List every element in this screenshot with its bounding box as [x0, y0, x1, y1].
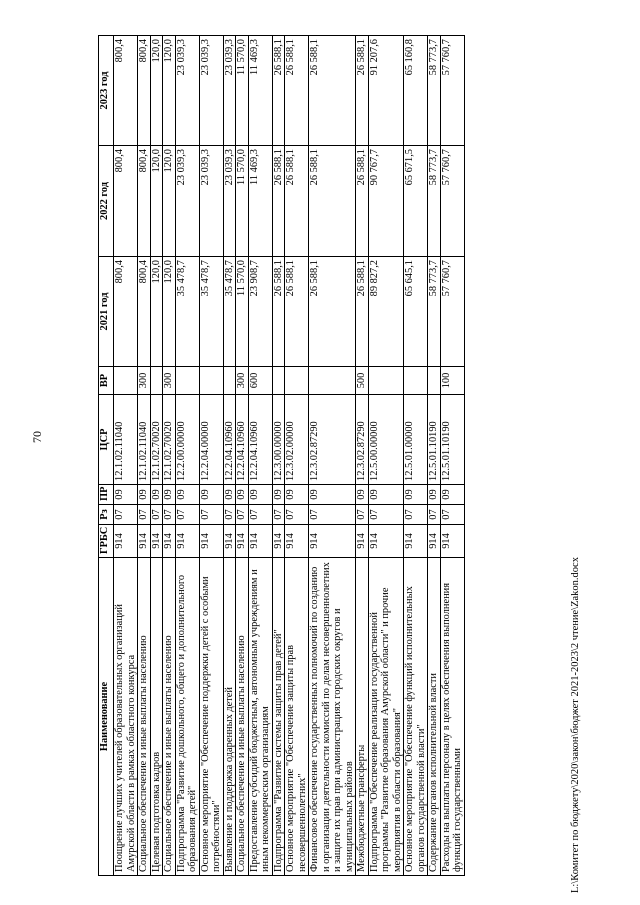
- header-grbs: ГРБС: [99, 525, 114, 558]
- row-csr: 12.2.04.00000: [199, 395, 223, 485]
- row-2022: 58 773,7: [428, 146, 441, 257]
- row-2022: 120,0: [150, 146, 163, 257]
- row-rz: 07: [175, 505, 199, 525]
- row-grbs: 914: [199, 525, 223, 558]
- row-name: Финансовое обеспечение государственных полномочий по созданию и организации деятельности комиссий по делам несовершеннолетних и защите их прав при администрациях городских округов и муниципальных районов: [309, 558, 356, 876]
- row-pr: 09: [175, 485, 199, 505]
- row-rz: 07: [428, 505, 441, 525]
- budget-table: [98, 35, 465, 876]
- row-pr: 09: [150, 485, 163, 505]
- row-pr: 09: [236, 485, 249, 505]
- row-2022: 26 588,1: [272, 146, 285, 257]
- header-2021: 2021 год: [99, 257, 114, 367]
- row-grbs: 914: [138, 525, 151, 558]
- row-csr: 12.5.01.10190: [440, 395, 464, 485]
- row-pr: 09: [248, 485, 272, 505]
- row-grbs: 914: [440, 525, 464, 558]
- table-row: [223, 36, 236, 876]
- row-2022: 800,4: [114, 146, 138, 257]
- row-2023: 120,0: [150, 36, 163, 146]
- row-2021: 26 588,1: [285, 257, 309, 367]
- row-2023: 91 207,6: [368, 36, 404, 146]
- row-rz: 07: [440, 505, 464, 525]
- row-pr: 09: [272, 485, 285, 505]
- row-name: Основное мероприятие "Обеспечение поддержки детей с особыми потребностями": [199, 558, 223, 876]
- row-vr: [114, 367, 138, 395]
- row-2023: 11 469,3: [248, 36, 272, 146]
- row-vr: 300: [138, 367, 151, 395]
- table-body: [114, 36, 465, 876]
- table-header-row: [99, 36, 114, 876]
- table-row: [440, 36, 464, 876]
- row-2023: 800,4: [114, 36, 138, 146]
- row-2021: 800,4: [114, 257, 138, 367]
- row-vr: [199, 367, 223, 395]
- row-2021: 35 478,7: [223, 257, 236, 367]
- row-csr: 12.1.02.11040: [138, 395, 151, 485]
- row-2021: 26 588,1: [356, 257, 369, 367]
- row-2023: 23 039,3: [175, 36, 199, 146]
- row-csr: 12.5.00.00000: [368, 395, 404, 485]
- row-2021: 58 773,7: [428, 257, 441, 367]
- row-csr: 12.2.04.10960: [248, 395, 272, 485]
- row-pr: 09: [440, 485, 464, 505]
- row-csr: 12.3.02.87290: [356, 395, 369, 485]
- row-pr: 09: [285, 485, 309, 505]
- row-2021: 89 827,2: [368, 257, 404, 367]
- row-rz: 07: [309, 505, 356, 525]
- row-csr: 12.2.04.10960: [236, 395, 249, 485]
- table-row: [114, 36, 138, 876]
- row-pr: 09: [368, 485, 404, 505]
- row-vr: 600: [248, 367, 272, 395]
- row-2021: 65 645,1: [404, 257, 428, 367]
- row-vr: 500: [356, 367, 369, 395]
- table-row: [309, 36, 356, 876]
- row-2021: 35 478,7: [199, 257, 223, 367]
- row-2023: 26 588,1: [356, 36, 369, 146]
- table-row: [428, 36, 441, 876]
- row-rz: 07: [163, 505, 176, 525]
- row-csr: 12.1.02.11040: [114, 395, 138, 485]
- row-csr: 12.1.02.70020: [163, 395, 176, 485]
- row-csr: 12.1.02.70020: [150, 395, 163, 485]
- row-vr: 300: [163, 367, 176, 395]
- row-csr: 12.3.00.00000: [272, 395, 285, 485]
- row-2023: 11 570,0: [236, 36, 249, 146]
- row-vr: [223, 367, 236, 395]
- row-vr: [309, 367, 356, 395]
- row-2022: 120,0: [163, 146, 176, 257]
- table-row: [356, 36, 369, 876]
- row-csr: 12.2.04.10960: [223, 395, 236, 485]
- row-rz: 07: [368, 505, 404, 525]
- header-2023: 2023 год: [99, 36, 114, 146]
- row-pr: 09: [199, 485, 223, 505]
- row-grbs: 914: [223, 525, 236, 558]
- table-row: [368, 36, 404, 876]
- row-name: Подпрограмма "Развитие системы защиты прав детей": [272, 558, 285, 876]
- row-2023: 57 760,7: [440, 36, 464, 146]
- row-2022: 800,4: [138, 146, 151, 257]
- header-vr: ВР: [99, 367, 114, 395]
- row-2022: 26 588,1: [285, 146, 309, 257]
- row-grbs: 914: [163, 525, 176, 558]
- row-rz: 07: [150, 505, 163, 525]
- row-name: Основное мероприятие "Обеспечение защиты прав несовершеннолетних": [285, 558, 309, 876]
- table-row: [175, 36, 199, 876]
- row-2022: 11 469,3: [248, 146, 272, 257]
- row-2021: 23 908,7: [248, 257, 272, 367]
- row-pr: 09: [138, 485, 151, 505]
- header-csr: ЦСР: [99, 395, 114, 485]
- row-csr: 12.5.01.00000: [404, 395, 428, 485]
- row-pr: 09: [309, 485, 356, 505]
- row-rz: 07: [404, 505, 428, 525]
- table-row: [150, 36, 163, 876]
- row-pr: 09: [163, 485, 176, 505]
- row-vr: [404, 367, 428, 395]
- footer-file-path: L:\Комитет по бюджету\2020\закон\бюджет 2021-2023\2 чтение\Zakon.docx: [570, 557, 581, 893]
- row-2023: 23 039,3: [223, 36, 236, 146]
- row-2022: 23 039,3: [223, 146, 236, 257]
- row-rz: 07: [248, 505, 272, 525]
- row-vr: [428, 367, 441, 395]
- table-row: [236, 36, 249, 876]
- row-2022: 11 570,0: [236, 146, 249, 257]
- row-2022: 23 039,3: [199, 146, 223, 257]
- header-2022: 2022 год: [99, 146, 114, 257]
- row-vr: [175, 367, 199, 395]
- header-rz: Рз: [99, 505, 114, 525]
- row-vr: [368, 367, 404, 395]
- row-pr: 09: [428, 485, 441, 505]
- row-vr: [285, 367, 309, 395]
- row-2023: 26 588,1: [285, 36, 309, 146]
- row-vr: 300: [236, 367, 249, 395]
- row-name: Социальное обеспечение и иные выплаты населению: [138, 558, 151, 876]
- row-rz: 07: [223, 505, 236, 525]
- row-name: Целевая подготовка кадров: [150, 558, 163, 876]
- row-csr: 12.5.01.10190: [428, 395, 441, 485]
- row-rz: 07: [199, 505, 223, 525]
- row-vr: [272, 367, 285, 395]
- rotated-page-content: [98, 36, 574, 876]
- row-rz: 07: [114, 505, 138, 525]
- row-name: Выявление и поддержка одаренных детей: [223, 558, 236, 876]
- row-grbs: 914: [114, 525, 138, 558]
- row-grbs: 914: [150, 525, 163, 558]
- row-rz: 07: [138, 505, 151, 525]
- row-2023: 26 588,1: [272, 36, 285, 146]
- row-grbs: 914: [175, 525, 199, 558]
- row-csr: 12.2.00.00000: [175, 395, 199, 485]
- row-pr: 09: [356, 485, 369, 505]
- row-rz: 07: [285, 505, 309, 525]
- table-row: [285, 36, 309, 876]
- row-grbs: 914: [368, 525, 404, 558]
- row-2022: 90 767,7: [368, 146, 404, 257]
- row-grbs: 914: [272, 525, 285, 558]
- row-vr: [150, 367, 163, 395]
- row-2023: 58 773,7: [428, 36, 441, 146]
- row-2022: 26 588,1: [356, 146, 369, 257]
- row-name: Межбюджетные трансферты: [356, 558, 369, 876]
- row-name: Расходы на выплаты персоналу в целях обеспечения выполнения функций государственными: [440, 558, 464, 876]
- row-name: Содержание органов исполнительной власти: [428, 558, 441, 876]
- row-grbs: 914: [404, 525, 428, 558]
- row-2022: 26 588,1: [309, 146, 356, 257]
- row-csr: 12.3.02.00000: [285, 395, 309, 485]
- row-2021: 57 760,7: [440, 257, 464, 367]
- row-name: Социальное обеспечение и иные выплаты населению: [163, 558, 176, 876]
- row-2021: 35 478,7: [175, 257, 199, 367]
- row-pr: 09: [223, 485, 236, 505]
- row-2021: 800,4: [138, 257, 151, 367]
- page-number: 70: [30, 431, 44, 443]
- row-name: Подпрограмма "Развитие дошкольного, общего и дополнительного образования детей": [175, 558, 199, 876]
- row-2021: 26 588,1: [309, 257, 356, 367]
- row-name: Социальное обеспечение и иные выплаты населению: [236, 558, 249, 876]
- row-2022: 65 671,5: [404, 146, 428, 257]
- row-2023: 65 160,8: [404, 36, 428, 146]
- row-rz: 07: [272, 505, 285, 525]
- row-pr: 09: [404, 485, 428, 505]
- row-csr: 12.3.02.87290: [309, 395, 356, 485]
- table-row: [163, 36, 176, 876]
- row-name: Подпрограмма "Обеспечение реализации государственной программы "Развитие образования Амурской области" и прочие мероприятия в области образования": [368, 558, 404, 876]
- row-2022: 57 760,7: [440, 146, 464, 257]
- row-2023: 120,0: [163, 36, 176, 146]
- table-row: [404, 36, 428, 876]
- row-grbs: 914: [236, 525, 249, 558]
- row-grbs: 914: [309, 525, 356, 558]
- row-2021: 11 570,0: [236, 257, 249, 367]
- table-row: [248, 36, 272, 876]
- row-grbs: 914: [428, 525, 441, 558]
- row-pr: 09: [114, 485, 138, 505]
- row-grbs: 914: [248, 525, 272, 558]
- row-rz: 07: [356, 505, 369, 525]
- header-pr: ПР: [99, 485, 114, 505]
- row-2021: 120,0: [150, 257, 163, 367]
- row-2022: 23 039,3: [175, 146, 199, 257]
- row-2021: 26 588,1: [272, 257, 285, 367]
- row-grbs: 914: [285, 525, 309, 558]
- table-row: [272, 36, 285, 876]
- table-row: [138, 36, 151, 876]
- row-grbs: 914: [356, 525, 369, 558]
- row-2023: 800,4: [138, 36, 151, 146]
- row-rz: 07: [236, 505, 249, 525]
- header-name: Наименование: [99, 558, 114, 876]
- row-2023: 26 588,1: [309, 36, 356, 146]
- row-vr: 100: [440, 367, 464, 395]
- row-name: Основное мероприятие "Обеспечение функций исполнительных органов государственной власти": [404, 558, 428, 876]
- row-2023: 23 039,3: [199, 36, 223, 146]
- row-2021: 120,0: [163, 257, 176, 367]
- row-name: Поощрение лучших учителей образовательных организаций Амурской области в рамках областного конкурса: [114, 558, 138, 876]
- table-row: [199, 36, 223, 876]
- row-name: Предоставление субсидий бюджетным, автономным учреждениям и иным некоммерческим организациям: [248, 558, 272, 876]
